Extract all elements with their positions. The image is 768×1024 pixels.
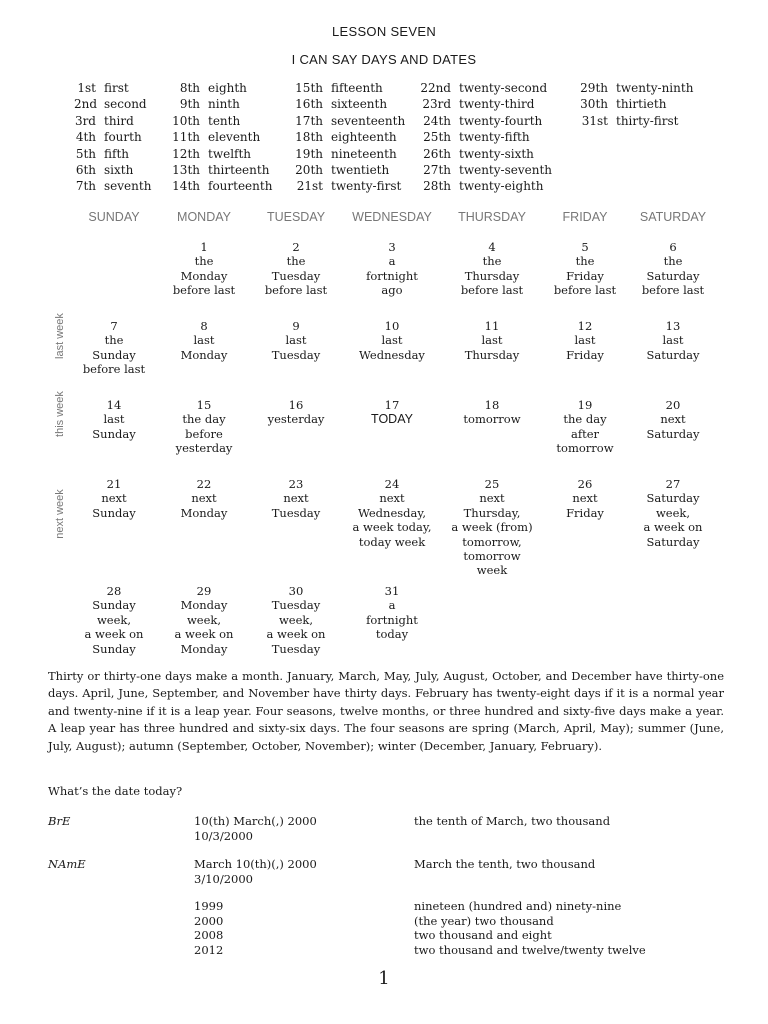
calendar-day (64, 398, 164, 441)
day-description: last Tuesday (271, 333, 321, 362)
day-description: the Friday before last (553, 254, 617, 298)
ordinal-row (170, 129, 272, 145)
ordinal-number: 6th (75, 163, 96, 178)
years-forms: 1999 2000 2008 2012 (194, 899, 224, 957)
ordinal-number: 9th (179, 97, 200, 112)
ordinal-word: nineteenth (331, 146, 397, 161)
day-number: 10 (384, 319, 400, 333)
ordinal-word: fifth (104, 146, 129, 161)
calendar-day (154, 319, 254, 362)
ordinal-word: thirtieth (616, 97, 667, 112)
ordinal-number: 12th (172, 146, 200, 161)
ordinal-word: sixth (104, 163, 134, 178)
day-description: TODAY (371, 412, 413, 427)
day-description: last Friday (566, 333, 604, 362)
ordinal-row (575, 80, 693, 96)
bre-forms: 10(th) March(,) 2000 10/3/2000 (194, 814, 317, 843)
ordinal-number: 16th (295, 97, 323, 112)
page-subtitle: I CAN SAY DAYS AND DATES (291, 52, 477, 67)
day-description: a fortnight today (366, 598, 418, 642)
day-number: 7 (110, 319, 118, 333)
ordinal-word: twenty-fifth (459, 130, 530, 145)
ordinal-word: seventeenth (331, 113, 406, 128)
day-number: 12 (577, 319, 593, 333)
name-spoken: March the tenth, two thousand (414, 857, 596, 871)
calendar-day (154, 477, 254, 520)
day-description: the Tuesday before last (264, 254, 328, 298)
day-description: Tuesday week, a week on Tuesday (266, 598, 326, 656)
calendar-day (535, 319, 635, 362)
day-header: WEDNESDAY (352, 210, 432, 224)
ordinal-column (170, 80, 272, 195)
day-description: next Saturday (646, 412, 700, 441)
week-label: next week (54, 489, 66, 539)
calendar-day (442, 240, 542, 298)
ordinal-row (293, 80, 405, 96)
calendar-day (64, 319, 164, 377)
calendar-day (442, 398, 542, 427)
day-number: 28 (106, 584, 122, 598)
ordinal-word: twentieth (331, 163, 390, 178)
ordinal-number: 4th (75, 130, 96, 145)
calendar-day (623, 398, 723, 441)
ordinal-number: 15th (295, 81, 323, 95)
page-number: 1 (378, 968, 390, 989)
ordinal-row (418, 129, 552, 145)
day-number: 1 (200, 240, 208, 254)
calendar-day (154, 240, 254, 298)
ordinal-word: twenty-eighth (459, 179, 544, 194)
day-description: next Tuesday (271, 491, 321, 520)
day-number: 9 (292, 319, 300, 333)
calendar-day (154, 398, 254, 456)
day-header: THURSDAY (458, 210, 526, 224)
calendar-day (442, 477, 542, 578)
ordinal-row (418, 146, 552, 162)
day-number: 26 (577, 477, 593, 491)
ordinal-word: thirteenth (208, 163, 270, 178)
day-description: last Thursday (464, 333, 520, 362)
day-number: 3 (388, 240, 396, 254)
day-number: 2 (292, 240, 300, 254)
ordinal-column (418, 80, 552, 195)
ordinal-column (74, 80, 151, 195)
calendar-day (154, 584, 254, 656)
day-description: the Saturday before last (641, 254, 705, 298)
day-number: 14 (106, 398, 122, 412)
calendar-day (342, 477, 442, 549)
day-number: 25 (484, 477, 500, 491)
ordinal-row (293, 113, 405, 129)
ordinal-number: 27th (423, 163, 451, 178)
day-header: TUESDAY (266, 210, 326, 224)
day-number: 13 (665, 319, 681, 333)
calendar-day (246, 398, 346, 427)
day-description: last Monday (180, 333, 228, 362)
day-description: the Monday before last (172, 254, 236, 298)
ordinal-row (418, 162, 552, 178)
calendar-day (64, 584, 164, 656)
calendar-day (535, 477, 635, 520)
bre-spoken: the tenth of March, two thousand (414, 814, 611, 828)
ordinal-number: 10th (172, 113, 200, 128)
ordinal-number: 3rd (74, 113, 96, 128)
ordinal-row (74, 162, 151, 178)
day-number: 4 (488, 240, 496, 254)
ordinal-number: 1st (77, 81, 96, 95)
ordinal-word: seventh (104, 179, 152, 194)
ordinal-word: twenty-first (331, 179, 402, 194)
calendar-day (535, 398, 635, 456)
name-label: NAmE (48, 857, 86, 871)
ordinal-row (418, 80, 552, 96)
ordinal-word: fourth (104, 130, 142, 145)
day-header: SATURDAY (639, 210, 707, 224)
ordinal-row (170, 80, 272, 96)
ordinal-column (575, 80, 693, 129)
ordinal-word: eighteenth (331, 130, 397, 145)
day-description: Monday week, a week on Monday (174, 598, 234, 656)
day-number: 27 (665, 477, 681, 491)
day-number: 24 (384, 477, 400, 491)
ordinal-row (74, 146, 151, 162)
week-label: last week (54, 313, 66, 359)
day-description: last Wednesday (359, 333, 425, 362)
ordinal-row (293, 96, 405, 112)
day-description: next Thursday, a week (from) tomorrow, tomorrow week (451, 491, 533, 578)
calendar-day (442, 319, 542, 362)
ordinal-word: twenty-ninth (616, 81, 694, 95)
ordinal-number: 18th (295, 130, 323, 145)
calendar-day (342, 398, 442, 427)
day-number: 18 (484, 398, 500, 412)
ordinal-row (74, 113, 151, 129)
ordinal-number: 2nd (74, 97, 98, 112)
calendar-day (246, 240, 346, 298)
day-description: last Saturday (646, 333, 700, 362)
ordinal-row (170, 162, 272, 178)
day-number: 30 (288, 584, 304, 598)
months-paragraph: Thirty or thirty-one days make a month. January, March, May, July, August, October, and December have thirty-one days. April, June, September, and November have thirty days. February has twenty-eight days if it is a normal year and twenty-nine if it is a leap year. Four seasons, twelve months, or three hundred and sixty-five days make a year. A leap year has three hundred and sixty-six days. The four seasons are spring (March, April, May); summer (June, July, August); autumn (September, October, November); winter (December, January, February). (48, 669, 724, 753)
ordinal-row (293, 178, 405, 194)
day-description: next Wednesday, a week today, today week (352, 491, 432, 549)
calendar-day (64, 477, 164, 520)
day-description: Saturday week, a week on Saturday (643, 491, 703, 549)
ordinal-number: 21st (296, 179, 323, 194)
ordinal-column (293, 80, 405, 195)
day-description: tomorrow (463, 412, 521, 427)
day-number: 16 (288, 398, 304, 412)
ordinal-word: tenth (208, 113, 241, 128)
day-description: the Sunday before last (82, 333, 146, 377)
ordinal-number: 26th (423, 146, 451, 161)
day-number: 23 (288, 477, 304, 491)
ordinal-row (418, 96, 552, 112)
ordinal-word: fifteenth (331, 81, 383, 95)
day-description: the day after tomorrow (556, 412, 614, 456)
years-spoken: nineteen (hundred and) ninety-nine (the year) two thousand two thousand and eight two thousand and twelve/twenty twelve (414, 899, 646, 957)
lesson-title: LESSON SEVEN (331, 24, 437, 39)
day-number: 21 (106, 477, 122, 491)
ordinal-row (74, 96, 151, 112)
ordinal-number: 11th (172, 130, 200, 145)
ordinal-word: twenty-seventh (459, 163, 552, 178)
day-number: 20 (665, 398, 681, 412)
calendar-day (535, 240, 635, 298)
ordinal-number: 23rd (422, 97, 451, 112)
day-description: yesterday (267, 412, 325, 427)
day-number: 17 (384, 398, 400, 412)
day-description: a fortnight ago (366, 254, 418, 298)
ordinal-number: 20th (295, 163, 323, 178)
day-number: 15 (196, 398, 212, 412)
ordinal-row (74, 129, 151, 145)
day-description: last Sunday (92, 412, 136, 441)
ordinal-row (170, 113, 272, 129)
ordinal-row (575, 96, 693, 112)
ordinal-number: 7th (75, 179, 96, 194)
calendar-day (246, 584, 346, 656)
day-header: MONDAY (177, 210, 231, 224)
ordinal-word: twenty-sixth (459, 146, 534, 161)
day-description: next Monday (180, 491, 228, 520)
day-header: FRIDAY (562, 210, 608, 224)
ordinal-number: 24th (423, 113, 451, 128)
ordinal-word: fourteenth (208, 179, 273, 194)
ordinal-number: 30th (580, 97, 608, 112)
ordinal-word: ninth (208, 97, 240, 112)
ordinal-number: 31st (581, 113, 608, 128)
ordinal-row (575, 113, 693, 129)
ordinal-number: 14th (172, 179, 200, 194)
ordinal-row (170, 146, 272, 162)
day-number: 22 (196, 477, 212, 491)
day-number: 19 (577, 398, 593, 412)
ordinal-word: thirty-first (616, 113, 679, 128)
ordinal-word: third (104, 113, 134, 128)
ordinal-row (293, 162, 405, 178)
ordinal-word: sixteenth (331, 97, 388, 112)
ordinal-word: eleventh (208, 130, 261, 145)
ordinal-number: 25th (423, 130, 451, 145)
calendar-day (623, 240, 723, 298)
day-description: the Thursday before last (460, 254, 524, 298)
ordinal-number: 5th (75, 146, 96, 161)
ordinal-number: 8th (179, 81, 200, 95)
day-number: 31 (384, 584, 400, 598)
day-description: Sunday week, a week on Sunday (84, 598, 144, 656)
ordinal-row (170, 178, 272, 194)
day-number: 29 (196, 584, 212, 598)
ordinal-row (170, 96, 272, 112)
calendar-day (342, 319, 442, 362)
ordinal-number: 29th (580, 81, 608, 95)
ordinal-number: 22nd (420, 81, 451, 95)
calendar-day (623, 319, 723, 362)
ordinal-number: 28th (423, 179, 451, 194)
ordinal-row (293, 146, 405, 162)
calendar-day (342, 584, 442, 642)
ordinal-word: first (104, 81, 129, 95)
ordinal-word: twenty-fourth (459, 113, 543, 128)
day-number: 5 (581, 240, 589, 254)
ordinal-row (418, 178, 552, 194)
ordinal-number: 19th (295, 146, 323, 161)
ordinal-number: 17th (295, 113, 323, 128)
bre-label: BrE (48, 814, 71, 828)
ordinal-number: 13th (172, 163, 200, 178)
day-number: 6 (669, 240, 677, 254)
day-description: next Friday (566, 491, 604, 520)
day-number: 8 (200, 319, 208, 333)
day-description: the day before yesterday (175, 412, 233, 456)
day-number: 11 (484, 319, 500, 333)
calendar-day (246, 477, 346, 520)
day-header: SUNDAY (88, 210, 140, 224)
ordinal-row (74, 178, 151, 194)
ordinal-word: twenty-second (459, 81, 548, 95)
ordinal-word: twelfth (208, 146, 252, 161)
week-label: this week (54, 391, 66, 437)
ordinal-word: eighth (208, 81, 247, 95)
ordinal-word: second (104, 97, 147, 112)
ordinal-row (418, 113, 552, 129)
ordinal-row (293, 129, 405, 145)
calendar-day (342, 240, 442, 298)
day-description: next Sunday (92, 491, 136, 520)
calendar-day (623, 477, 723, 549)
date-question: What’s the date today? (48, 784, 183, 798)
calendar-day (246, 319, 346, 362)
ordinal-word: twenty-third (459, 97, 535, 112)
name-forms: March 10(th)(,) 2000 3/10/2000 (194, 857, 317, 886)
ordinal-row (74, 80, 151, 96)
